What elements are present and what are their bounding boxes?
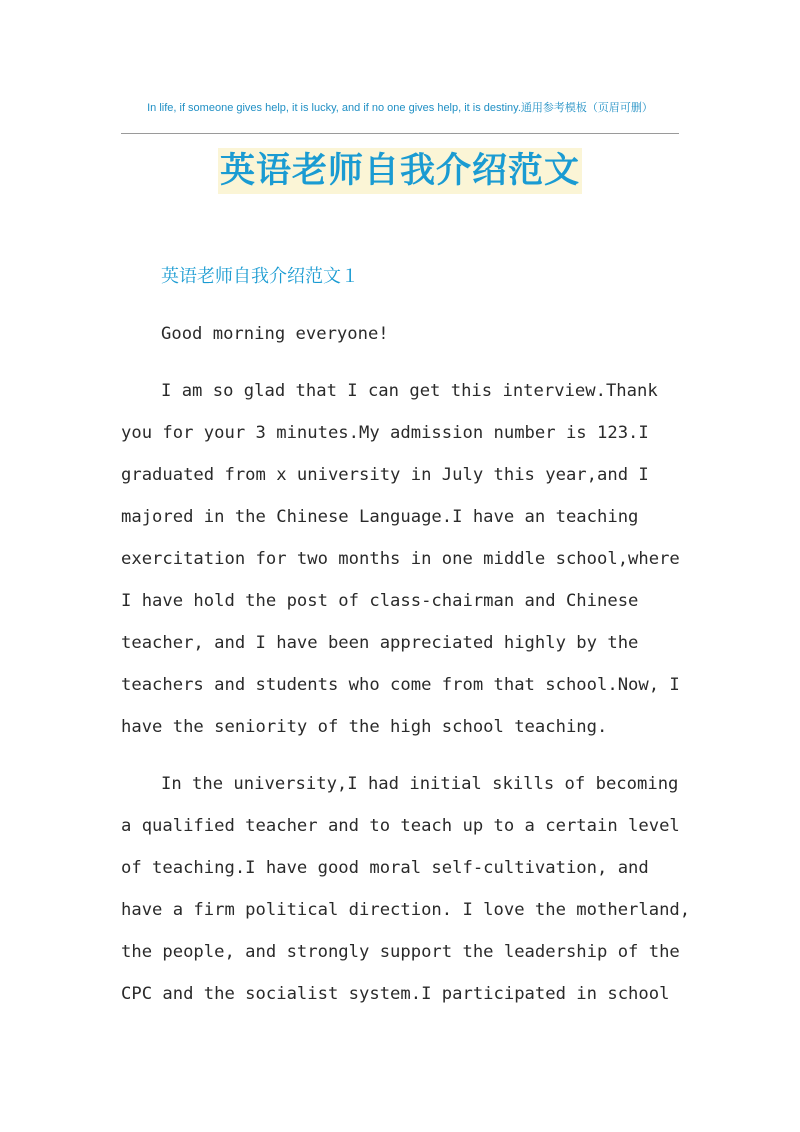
paragraph-line: a qualified teacher and to teach up to a certain level xyxy=(121,816,680,836)
paragraph-2 xyxy=(121,763,691,1015)
paragraph-line: I am so glad that I can get this interview.Thank xyxy=(161,381,658,401)
paragraph-line: CPC and the socialist system.I participated in school xyxy=(121,984,670,1004)
greeting-line: Good morning everyone! xyxy=(161,324,389,344)
paragraph-line: the people, and strongly support the leadership of the xyxy=(121,942,680,962)
paragraph-line: of teaching.I have good moral self-cultivation, and xyxy=(121,858,649,878)
header-divider xyxy=(121,133,679,134)
paragraph-line: teacher, and I have been appreciated highly by the xyxy=(121,633,639,653)
paragraph-line: majored in the Chinese Language.I have an teaching xyxy=(121,507,639,527)
title-container xyxy=(0,148,800,194)
document-title: 英语老师自我介绍范文 xyxy=(218,148,582,194)
paragraph-line: graduated from x university in July this year,and I xyxy=(121,465,649,485)
paragraph-line: have the seniority of the high school teaching. xyxy=(121,717,608,737)
paragraph-line: exercitation for two months in one middle school,where xyxy=(121,549,680,569)
paragraph-line: teachers and students who come from that school.Now, I xyxy=(121,675,680,695)
paragraph-line: you for your 3 minutes.My admission number is 123.I xyxy=(121,423,649,443)
paragraph-line: I have hold the post of class-chairman and Chinese xyxy=(121,591,639,611)
paragraph-line: In the university,I had initial skills of becoming xyxy=(161,774,679,794)
paragraph-1 xyxy=(121,370,681,748)
paragraph-line: have a firm political direction. I love the motherland, xyxy=(121,900,691,920)
section-heading: 英语老师自我介绍范文１ xyxy=(161,266,359,287)
greeting-paragraph xyxy=(121,313,681,355)
header-text: In life, if someone gives help, it is lucky, and if no one gives help, it is destiny.通用参考模板（页眉可删） xyxy=(147,102,653,114)
